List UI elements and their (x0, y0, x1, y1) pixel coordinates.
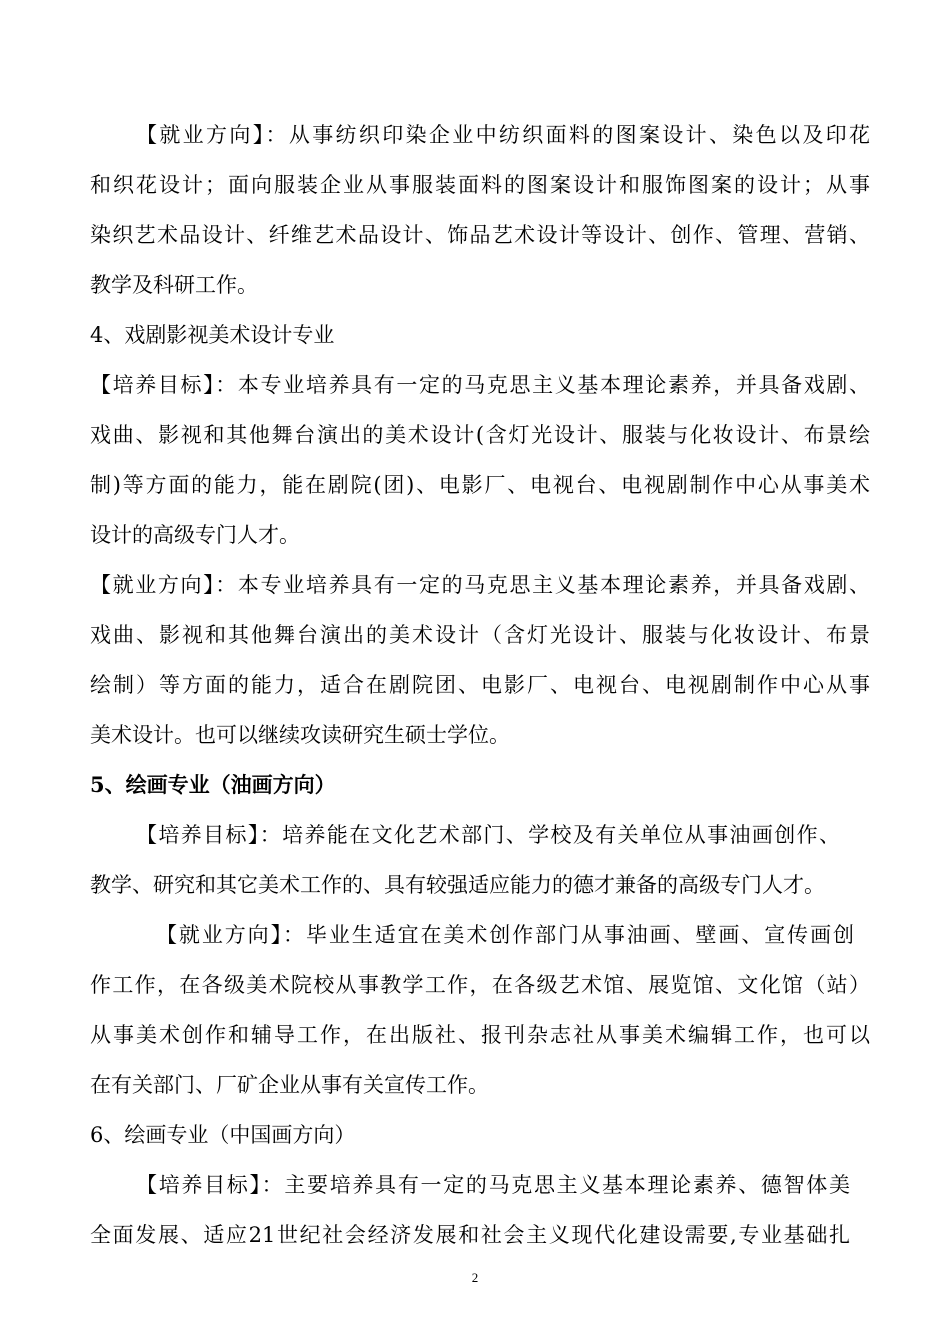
text-line: 从事美术创作和辅导工作，在出版社、报刊杂志社从事美术编辑工作，也可以 (90, 1023, 870, 1047)
text-line: 【就业方向】：毕业生适宜在美术创作部门从事油画、壁画、宣传画创 (156, 923, 854, 947)
text-line: 绘制）等方面的能力，适合在剧院团、电影厂、电视台、电视剧制作中心从事 (90, 673, 870, 697)
text-line: 染织艺术品设计、纤维艺术品设计、饰品艺术设计等设计、创作、管理、营销、 (90, 223, 870, 247)
text-line: 制)等方面的能力，能在剧院(团)、电影厂、电视台、电视剧制作中心从事美术 (90, 473, 870, 497)
text-line: 戏曲、影视和其他舞台演出的美术设计(含灯光设计、服装与化妆设计、布景绘 (90, 423, 870, 447)
text-line: 戏曲、影视和其他舞台演出的美术设计（含灯光设计、服装与化妆设计、布景 (90, 623, 870, 647)
text-line: 教学、研究和其它美术工作的、具有较强适应能力的德才兼备的高级专门人才。 (90, 873, 825, 897)
text-line: 全面发展、适应21世纪社会经济发展和社会主义现代化建设需要,专业基础扎 (90, 1223, 850, 1247)
text-line: 【培养目标】：本专业培养具有一定的马克思主义基本理论素养，并具备戏剧、 (90, 373, 870, 397)
text-line: 设计的高级专门人才。 (90, 523, 300, 547)
page-number: 2 (471, 1270, 479, 1285)
text-line: 【培养目标】：主要培养具有一定的马克思主义基本理论素养、德智体美 (136, 1173, 850, 1197)
text-line: 【就业方向】：从事纺织印染企业中纺织面料的图案设计、染色以及印花 (136, 123, 870, 147)
section-heading-5: 5、绘画专业（油画方向） (90, 772, 336, 797)
text-line: 和织花设计；面向服装企业从事服装面料的图案设计和服饰图案的设计；从事 (90, 173, 870, 197)
text-line: 在有关部门、厂矿企业从事有关宣传工作。 (90, 1073, 489, 1097)
text-line: 【就业方向】：本专业培养具有一定的马克思主义基本理论素养，并具备戏剧、 (90, 573, 870, 597)
text-line: 【培养目标】：培养能在文化艺术部门、学校及有关单位从事油画创作、 (136, 823, 840, 847)
section-heading-4: 4、戏剧影视美术设计专业 (90, 323, 335, 347)
text-line: 作工作，在各级美术院校从事教学工作，在各级艺术馆、展览馆、文化馆（站） (90, 973, 870, 997)
section-heading-6: 6、绘画专业（中国画方向） (90, 1123, 356, 1147)
text-line: 教学及科研工作。 (90, 273, 258, 297)
text-line: 美术设计。也可以继续攻读研究生硕士学位。 (90, 723, 510, 747)
